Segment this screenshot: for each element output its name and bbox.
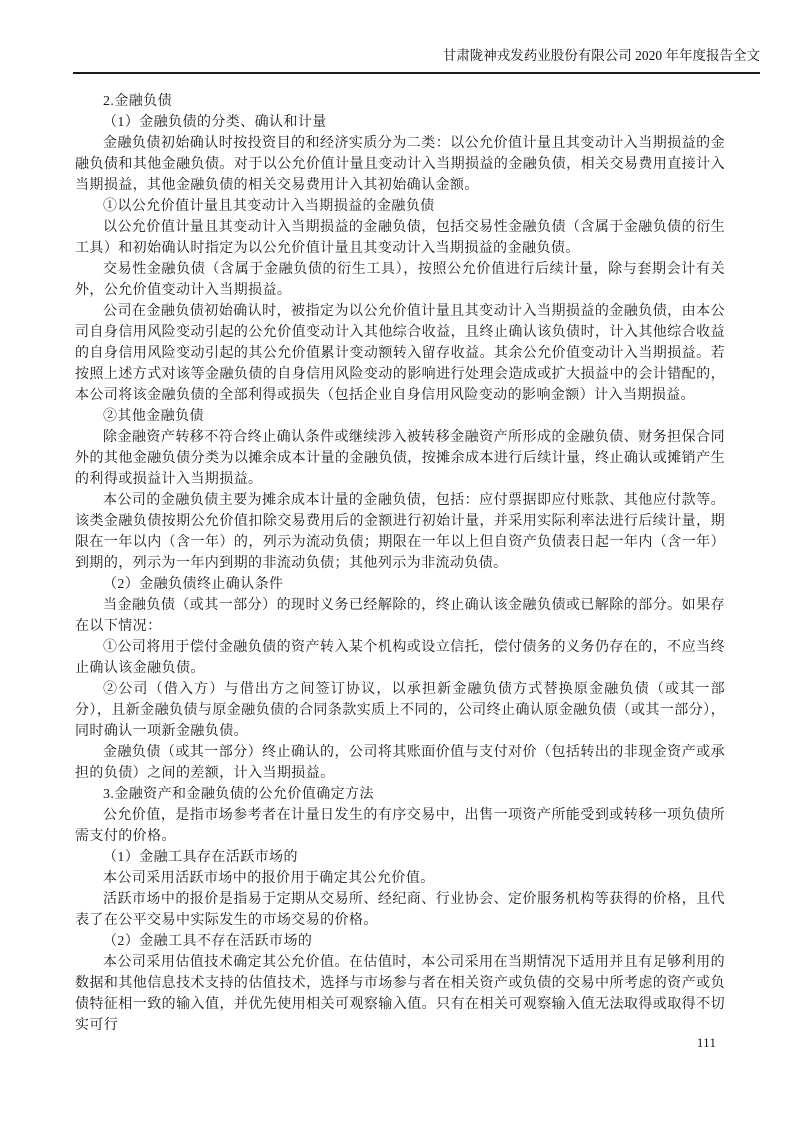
paragraph: 当金融负债（或其一部分）的现时义务已经解除的，终止确认该金融负债或已解除的部分。如果存在以下情况：	[75, 598, 725, 634]
page-header	[73, 46, 760, 74]
section-heading: （2）金融负债终止确认条件	[103, 577, 284, 592]
document-body	[75, 91, 725, 1036]
section-heading: （1）金融工具存在活跃市场的	[103, 850, 298, 865]
paragraph: ①公司将用于偿付金融负债的资产转入某个机构或设立信托，偿付债务的义务仍存在的，不应当终止确认该金融负债。	[75, 640, 725, 676]
section-heading: ①以公允价值计量且其变动计入当期损益的金融负债	[103, 199, 435, 214]
paragraph: 本公司的金融负债主要为摊余成本计量的金融负债，包括：应付票据即应付账款、其他应付款等。该类金融负债按期公允价值扣除交易费用后的金额进行初始计量，并采用实际利率法进行后续计量，期限在一年以内（含一年）的，列示为流动负债；期限在一年以上但自资产负债表日起一年内（含一年）到期的，列示为一年内到期的非流动负债；其他列示为非流动负债。	[75, 493, 725, 571]
paragraph: ②公司（借入方）与借出方之间签订协议，以承担新金融负债方式替换原金融负债（或其一部分），且新金融负债与原金融负债的合同条款实质上不同的，公司终止确认原金融负债（或其一部分），同时确认一项新金融负债。	[75, 682, 725, 739]
section-heading: （1）金融负债的分类、确认和计量	[103, 115, 327, 130]
section-heading: ②其他金融负债	[103, 409, 204, 424]
section-heading: 2.金融负债	[103, 94, 173, 109]
paragraph: 除金融资产转移不符合终止确认条件或继续涉入被转移金融资产所形成的金融负债、财务担保合同外的其他金融负债分类为以摊余成本计量的金融负债，按摊余成本进行后续计量，终止确认或摊销产生的利得或损益计入当期损益。	[75, 430, 725, 487]
paragraph: 公允价值，是指市场参考者在计量日发生的有序交易中，出售一项资产所能受到或转移一项负债所需支付的价格。	[75, 808, 725, 844]
report-header-title: 甘肃陇神戎发药业股份有限公司 2020 年年度报告全文	[442, 48, 760, 63]
section-heading: 3.金融资产和金融负债的公允价值确定方法	[103, 787, 374, 802]
section-heading: （2）金融工具不存在活跃市场的	[103, 934, 313, 949]
paragraph: 交易性金融负债（含属于金融负债的衍生工具），按照公允价值进行后续计量，除与套期会计有关外，公允价值变动计入当期损益。	[75, 262, 725, 298]
page-number: 111	[697, 1036, 717, 1050]
paragraph: 本公司采用活跃市场中的报价用于确定其公允价值。	[103, 871, 435, 886]
paragraph: 以公允价值计量且其变动计入当期损益的金融负债，包括交易性金融负债（含属于金融负债的衍生工具）和初始确认时指定为以公允价值计量且其变动计入当期损益的金融负债。	[75, 220, 725, 256]
paragraph: 本公司采用估值技术确定其公允价值。在估值时，本公司采用在当期情况下适用并且有足够利用的数据和其他信息技术支持的估值技术，选择与市场参与者在相关资产或负债的交易中所考虑的资产或负债特征相一致的输入值，并优先使用相关可观察输入值。只有在相关可观察输入值无法取得或取得不切实可行	[75, 955, 725, 1033]
paragraph: 金融负债初始确认时按投资目的和经济实质分为二类：以公允价值计量且其变动计入当期损益的金融负债和其他金融负债。对于以公允价值计量且变动计入当期损益的金融负债，相关交易费用直接计入当期损益，其他金融负债的相关交易费用计入其初始确认金额。	[75, 136, 725, 193]
paragraph: 金融负债（或其一部分）终止确认的，公司将其账面价值与支付对价（包括转出的非现金资产或承担的负债）之间的差额，计入当期损益。	[75, 745, 725, 781]
paragraph: 公司在金融负债初始确认时，被指定为以公允价值计量且其变动计入当期损益的金融负债，由本公司自身信用风险变动引起的公允价值变动计入其他综合收益，且终止确认该负债时，计入其他综合收益的自身信用风险变动引起的其公允价值累计变动额转入留存收益。其余公允价值变动计入当期损益。若按照上述方式对该等金融负债的自身信用风险变动的影响进行处理会造成或扩大损益中的会计错配的，本公司将该金融负债的全部利得或损失（包括企业自身信用风险变动的影响金额）计入当期损益。	[75, 304, 725, 403]
paragraph: 活跃市场中的报价是指易于定期从交易所、经纪商、行业协会、定价服务机构等获得的价格，且代表了在公平交易中实际发生的市场交易的价格。	[75, 892, 725, 928]
